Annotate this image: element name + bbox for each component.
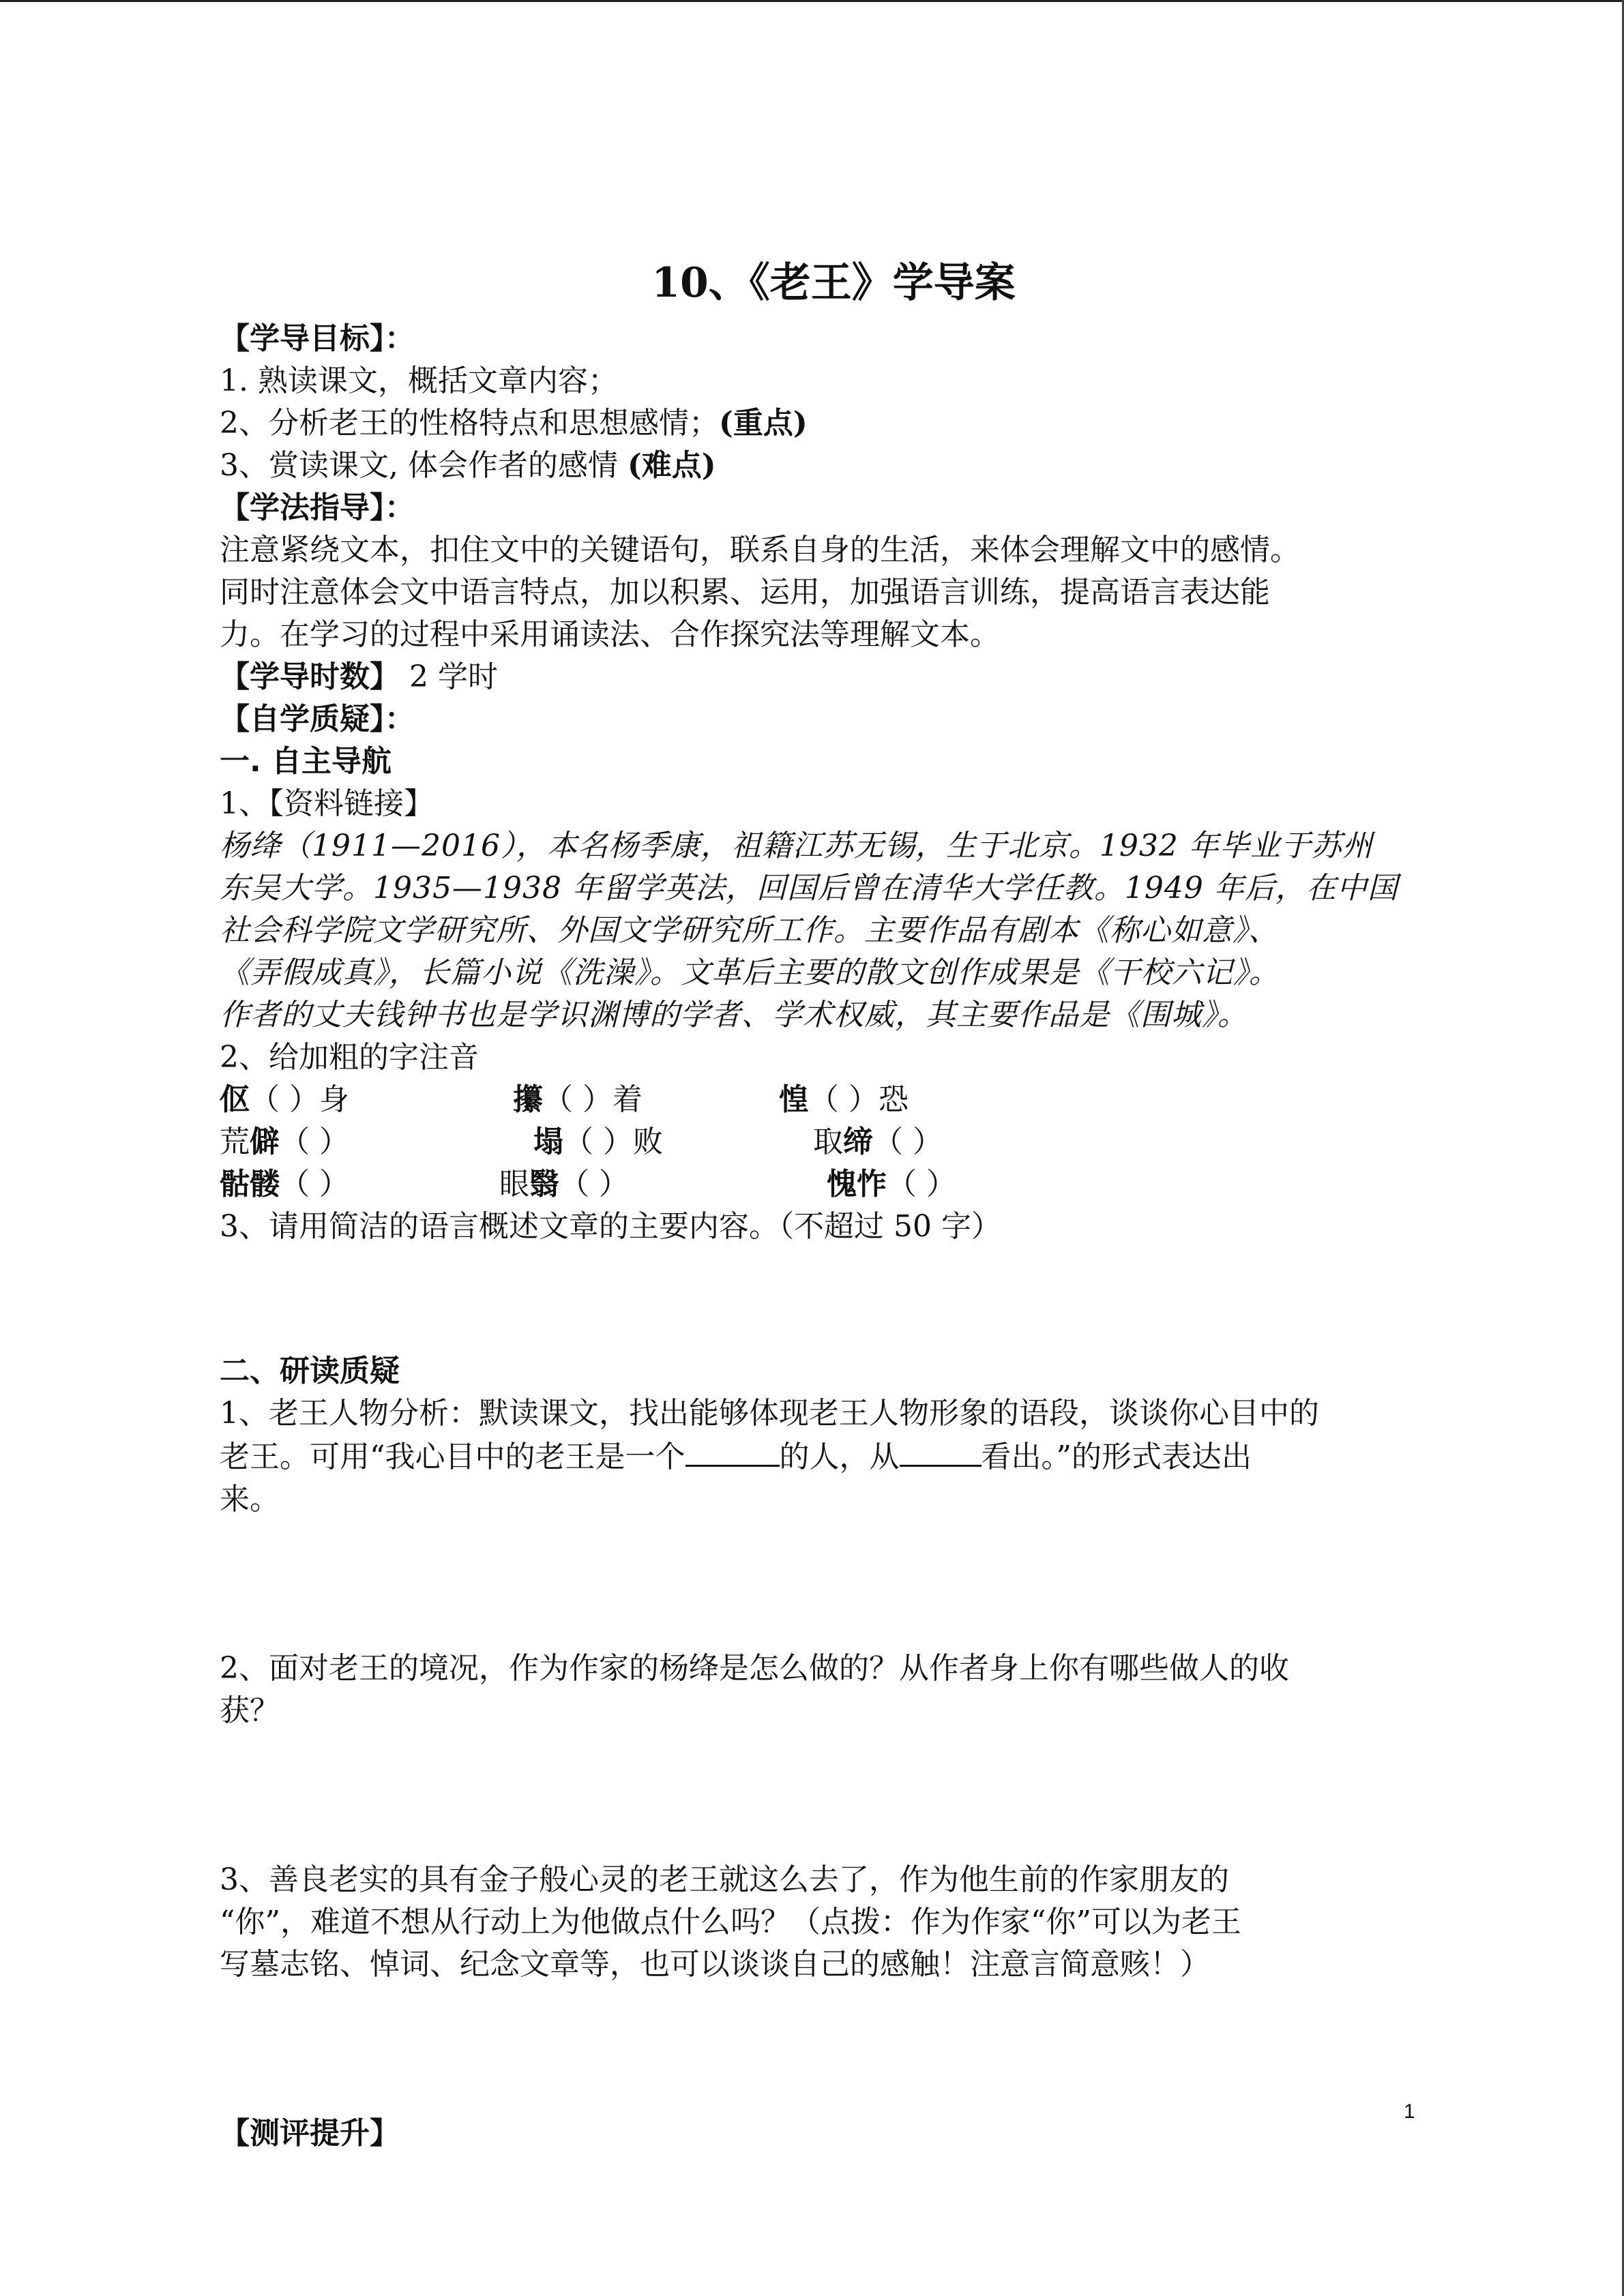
pinyin-char: 愧怍 — [827, 1167, 887, 1202]
pinyin-item — [533, 1121, 813, 1163]
pinyin-blank[interactable]: （ ）恐 — [809, 1082, 909, 1117]
goal-item-3-mark: (难点) — [627, 448, 716, 483]
study-q1-line-3: 来。 — [220, 1482, 280, 1517]
pinyin-row-2 — [220, 1121, 1447, 1163]
pinyin-blank[interactable]: （ ） — [280, 1124, 349, 1159]
pinyin-char: 伛 — [220, 1082, 250, 1117]
method-line-1: 注意紧绕文本，扣住文中的关键语句，联系自身的生活，来体会理解文中的感情。 — [220, 533, 1300, 567]
page-number: 1 — [1404, 2100, 1415, 2123]
bio-line-1: 杨绛（1911—2016），本名杨季康，祖籍江苏无锡，生于北京。1932 年毕业于苏州 — [220, 829, 1373, 863]
pinyin-blank[interactable]: （ ） — [559, 1167, 629, 1202]
pinyin-item — [220, 1163, 499, 1206]
goal-item-3 — [220, 445, 1447, 487]
goal-item-2-text: 2、分析老王的性格特点和思想感情； — [220, 406, 719, 441]
pinyin-char: 翳 — [529, 1167, 559, 1202]
fill-blank-2[interactable] — [900, 1435, 981, 1467]
section-2-heading: 二、研读质疑 — [220, 1354, 400, 1388]
study-q3-line-1: 3、善良老实的具有金子般心灵的老王就这么去了，作为他生前的作家朋友的 — [220, 1862, 1229, 1897]
goals-heading: 【学导目标】： — [220, 321, 415, 356]
summary-question: 3、请用简洁的语言概述文章的主要内容。（不超过 50 字） — [220, 1209, 1001, 1244]
pinyin-blank[interactable]: （ ）败 — [563, 1124, 663, 1159]
bio-line-4: 《弄假成真》，长篇小说《洗澡》。文革后主要的散文创作成果是《干校六记》。 — [220, 955, 1280, 990]
pinyin-char: 僻 — [250, 1124, 280, 1159]
study-q2-line-1: 2、面对老王的境况，作为作家的杨绛是怎么做的？从作者身上你有哪些做人的收 — [220, 1651, 1289, 1686]
section-1-heading: 一. 自主导航 — [220, 744, 392, 779]
selfstudy-heading: 【自学质疑】： — [220, 702, 415, 736]
answer-space[interactable] — [220, 1732, 1447, 1859]
study-q1-line-2 — [220, 1435, 1447, 1478]
time-row — [220, 656, 1447, 698]
pinyin-item — [220, 1079, 513, 1121]
pinyin-item — [827, 1163, 956, 1206]
document-title: 10、《老王》学导案 — [651, 259, 1016, 307]
pinyin-heading: 2、给加粗的字注音 — [220, 1040, 479, 1075]
assess-heading: 【测评提升】 — [220, 2116, 400, 2151]
pinyin-char: 攥 — [513, 1082, 543, 1117]
page-top-border — [0, 0, 1624, 2]
pinyin-char: 惶 — [779, 1082, 809, 1117]
pinyin-blank[interactable]: （ ） — [873, 1124, 943, 1159]
method-line-3: 力。在学习的过程中采用诵读法、合作探究法等理解文本。 — [220, 617, 1000, 652]
pinyin-item — [513, 1079, 779, 1121]
goal-item-2-mark: (重点) — [719, 406, 808, 441]
pinyin-char: 骷髅 — [220, 1167, 280, 1202]
bio-line-3: 社会科学院文学研究所、外国文学研究所工作。主要作品有剧本《称心如意》、 — [220, 913, 1279, 948]
study-q3-line-3: 写墓志铭、悼词、纪念文章等，也可以谈谈自己的感触！注意言简意赅！） — [220, 1947, 1210, 1982]
goal-item-1: 1. 熟读课文，概括文章内容； — [220, 363, 618, 398]
pinyin-char: 缔 — [843, 1124, 873, 1159]
pinyin-plain: 眼 — [499, 1167, 529, 1202]
pinyin-blank[interactable]: （ ） — [280, 1167, 349, 1202]
goal-item-3-text: 3、赏读课文, 体会作者的感情 — [220, 448, 628, 483]
study-q2-line-2: 获？ — [220, 1693, 280, 1728]
bio-line-2: 东吴大学。1935—1938 年留学英法，回国后曾在清华大学任教。1949 年后，在中国 — [220, 871, 1398, 906]
goal-item-2 — [220, 402, 1447, 445]
pinyin-item — [499, 1163, 827, 1206]
pinyin-item — [779, 1079, 909, 1121]
method-line-2: 同时注意体会文中语言特点，加以积累、运用，加强语言训练，提高语言表达能 — [220, 575, 1270, 610]
pinyin-plain: 荒 — [220, 1124, 250, 1159]
pinyin-plain: 取 — [813, 1124, 843, 1159]
time-heading: 【学导时数】 — [220, 659, 400, 694]
pinyin-row-1 — [220, 1079, 1447, 1121]
pinyin-blank[interactable]: （ ）身 — [250, 1082, 349, 1117]
study-q1-text-c: 看出。”的形式表达出 — [981, 1440, 1252, 1474]
study-q3-line-2: “你”，难道不想从行动上为他做点什么吗？（点拨：作为作家“你”可以为老王 — [220, 1905, 1241, 1939]
study-q1-text-b: 的人，从 — [779, 1440, 900, 1474]
pinyin-row-3 — [220, 1163, 1447, 1206]
pinyin-blank[interactable]: （ ） — [887, 1167, 956, 1202]
pinyin-char: 塌 — [533, 1124, 563, 1159]
fill-blank-1[interactable] — [685, 1435, 780, 1467]
document-body — [220, 252, 1447, 2155]
answer-space[interactable] — [220, 1248, 1447, 1350]
answer-space[interactable] — [220, 1986, 1447, 2113]
method-heading: 【学法指导】： — [220, 490, 415, 525]
answer-space[interactable] — [220, 1521, 1447, 1648]
study-q1-line-1: 1、老王人物分析：默读课文，找出能够体现老王人物形象的语段，谈谈你心目中的 — [220, 1396, 1319, 1431]
pinyin-item — [813, 1121, 943, 1163]
bio-line-5: 作者的丈夫钱钟书也是学识渊博的学者、学术权威，其主要作品是《围城》。 — [220, 998, 1248, 1032]
pinyin-item — [220, 1121, 533, 1163]
time-value: 2 学时 — [400, 659, 498, 694]
pinyin-blank[interactable]: （ ）着 — [543, 1082, 643, 1117]
study-q1-text-a: 老王。可用“我心目中的老王是一个 — [220, 1440, 685, 1474]
link-heading: 1、【资料链接】 — [220, 786, 434, 821]
